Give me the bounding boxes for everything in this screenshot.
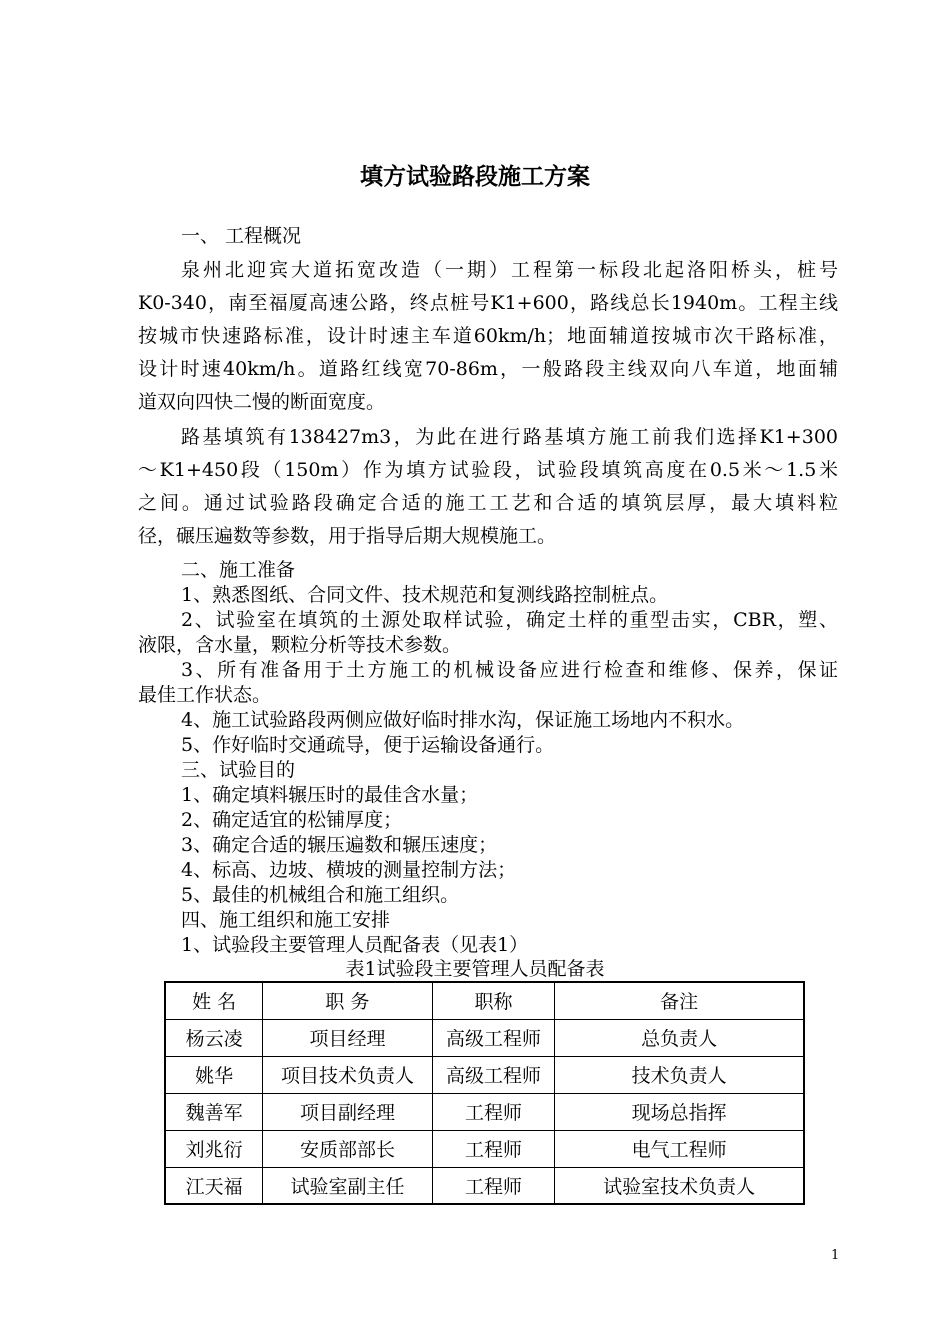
list-item: 5、最佳的机械组合和施工组织。 — [181, 884, 460, 906]
table-row — [165, 1093, 804, 1130]
table-cell: 项目副经理 — [263, 1093, 432, 1130]
paragraph-line: 道双向四快二慢的断面宽度。 — [138, 391, 386, 413]
paragraph-line: 径，碾压遍数等参数，用于指导后期大规模施工。 — [138, 525, 557, 547]
table-cell: 工程师 — [432, 1167, 555, 1204]
paragraph-line: 路基填筑有138427m3，为此在进行路基填方施工前我们选择K1+300 — [181, 426, 838, 448]
paragraph-line: 泉州北迎宾大道拓宽改造（一期）工程第一标段北起洛阳桥头，桩号 — [181, 259, 838, 281]
table-cell: 高级工程师 — [432, 1019, 555, 1056]
table-cell: 姚华 — [165, 1056, 263, 1093]
paragraph-line: 按城市快速路标准，设计时速主车道60km/h；地面辅道按城市次干路标准， — [138, 325, 838, 347]
table-row — [165, 1019, 804, 1056]
list-item: 液限，含水量，颗粒分析等技术参数。 — [138, 634, 462, 656]
header-cell: 姓 名 — [165, 982, 263, 1019]
table-cell: 电气工程师 — [555, 1130, 804, 1167]
list-item: 4、标高、边坡、横坡的测量控制方法； — [181, 859, 517, 881]
header-cell: 职 务 — [263, 982, 432, 1019]
list-item: 2、试验室在填筑的土源处取样试验，确定土样的重型击实，CBR，塑、 — [181, 609, 838, 631]
page-number: 1 — [831, 1248, 840, 1263]
table-cell: 高级工程师 — [432, 1056, 555, 1093]
table-cell: 江天福 — [165, 1167, 263, 1204]
table-row — [165, 1130, 804, 1167]
list-item: 1、确定填料辗压时的最佳含水量； — [181, 784, 479, 806]
paragraph-line: 之间。通过试验路段确定合适的施工工艺和合适的填筑层厚，最大填料粒 — [138, 492, 838, 514]
table-cell: 技术负责人 — [555, 1056, 804, 1093]
header-cell: 职称 — [432, 982, 555, 1019]
table-cell: 工程师 — [432, 1093, 555, 1130]
table-cell: 工程师 — [432, 1130, 555, 1167]
list-item: 最佳工作状态。 — [138, 684, 272, 706]
paragraph-line: 设计时速40km/h。道路红线宽70-86m，一般路段主线双向八车道，地面辅 — [138, 358, 838, 380]
table-cell: 试验室技术负责人 — [555, 1167, 804, 1204]
table-header-row — [165, 982, 804, 1019]
table-cell: 项目经理 — [263, 1019, 432, 1056]
table-cell: 杨云凌 — [165, 1019, 263, 1056]
table-caption: 表1试验段主要管理人员配备表 — [345, 958, 605, 980]
list-item: 2、确定适宜的松铺厚度； — [181, 809, 403, 831]
list-item: 3、确定合适的辗压遍数和辗压速度； — [181, 834, 498, 856]
table-cell: 刘兆衍 — [165, 1130, 263, 1167]
document-title: 填方试验路段施工方案 — [360, 164, 590, 190]
table-cell: 试验室副主任 — [263, 1167, 432, 1204]
table-row — [165, 1167, 804, 1204]
section-heading: 一、 工程概况 — [181, 225, 302, 247]
list-item: 3、所有准备用于土方施工的机械设备应进行检查和维修、保养，保证 — [181, 659, 838, 681]
table-cell: 安质部部长 — [263, 1130, 432, 1167]
section-heading: 四、施工组织和施工安排 — [181, 909, 391, 931]
table-cell: 魏善军 — [165, 1093, 263, 1130]
table-cell: 现场总指挥 — [555, 1093, 804, 1130]
table-cell: 总负责人 — [555, 1019, 804, 1056]
paragraph-line: K0-340，南至福厦高速公路，终点桩号K1+600，路线总长1940m。工程主线 — [138, 292, 838, 314]
list-item: 5、作好临时交通疏导，便于运输设备通行。 — [181, 734, 555, 756]
section-heading: 三、试验目的 — [181, 759, 296, 781]
table-row — [165, 1056, 804, 1093]
table-cell: 项目技术负责人 — [263, 1056, 432, 1093]
staff-table — [164, 981, 805, 1205]
header-cell: 备注 — [555, 982, 804, 1019]
list-item: 1、熟悉图纸、合同文件、技术规范和复测线路控制桩点。 — [181, 584, 669, 606]
section-heading: 二、施工准备 — [181, 559, 296, 581]
list-item: 1、试验段主要管理人员配备表（见表1） — [181, 934, 529, 956]
paragraph-line: ～K1+450段（150m）作为填方试验段，试验段填筑高度在0.5米～1.5米 — [138, 459, 838, 481]
list-item: 4、施工试验路段两侧应做好临时排水沟，保证施工场地内不积水。 — [181, 709, 745, 731]
